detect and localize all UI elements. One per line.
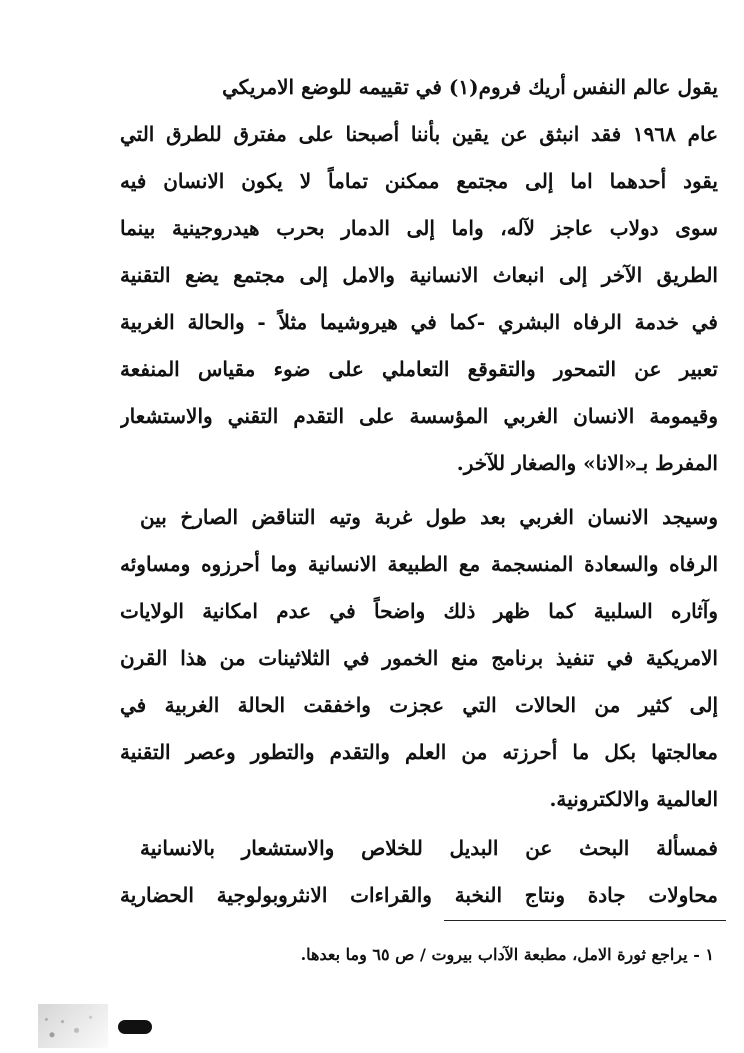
footnote-separator xyxy=(444,920,726,921)
body-text-line: الامريكية في تنفيذ برنامج منع الخمور في الثلاثينات من هذا القرن xyxy=(120,646,718,670)
body-text-line: الطريق الآخر إلى انبعاث الانسانية والامل إلى مجتمع يضع التقنية xyxy=(120,263,718,287)
body-text-line: يقود أحدهما اما إلى مجتمع ممكنن تماماً لا يكون الانسان فيه xyxy=(120,169,718,193)
body-text-line: إلى كثير من الحالات التي عجزت واخفقت الحالة الغربية في xyxy=(120,693,718,717)
body-text-line: فمسألة البحث عن البديل للخلاص والاستشعار بالانسانية xyxy=(140,836,718,860)
body-text-line: تعبير عن التمحور والتقوقع التعاملي على ضوء مقياس المنفعة xyxy=(120,357,718,381)
body-text-line: الرفاه والسعادة المنسجمة مع الطبيعة الانسانية وما أحرزوه ومساوئه xyxy=(120,552,718,576)
body-text-line: معالجتها بكل ما أحرزته من العلم والتقدم والتطور وعصر التقنية xyxy=(120,740,718,764)
body-text-line: سوى دولاب عاجز لآله، واما إلى الدمار بحرب هيدروجينية بينما xyxy=(120,216,718,240)
body-text-line: وسيجد الانسان الغربي بعد طول غربة وتيه التناقض الصارخ بين xyxy=(140,505,718,529)
body-text-line: في خدمة الرفاه البشري -كما في هيروشيما مثلاً - والحالة الغربية xyxy=(120,310,718,334)
body-text-line: المفرط بـ«الانا» والصغار للآخر. xyxy=(456,451,718,475)
body-text-line: وآثاره السلبية كما ظهر ذلك واضحاً في عدم امكانية الولايات xyxy=(120,599,718,623)
footnote: ١ - يراجع ثورة الامل، مطبعة الآداب بيروت / ص ٦٥ وما بعدها. xyxy=(300,945,714,964)
body-text-line: محاولات جادة ونتاج النخبة والقراءات الانثروبولوجية الحضارية xyxy=(120,883,718,907)
body-text-line: يقول عالم النفس أريك فروم(١) في تقييمه للوضع الامريكي xyxy=(222,75,718,99)
scan-artifact xyxy=(38,1004,108,1048)
body-text-line: وقيمومة الانسان الغربي المؤسسة على التقدم التقني والاستشعار xyxy=(120,404,718,428)
body-text-line: العالمية والالكترونية. xyxy=(549,787,718,811)
page-number-blot xyxy=(118,1020,152,1034)
body-text-line: عام ١٩٦٨ فقد انبثق عن يقين بأننا أصبحنا على مفترق للطرق التي xyxy=(120,122,718,146)
